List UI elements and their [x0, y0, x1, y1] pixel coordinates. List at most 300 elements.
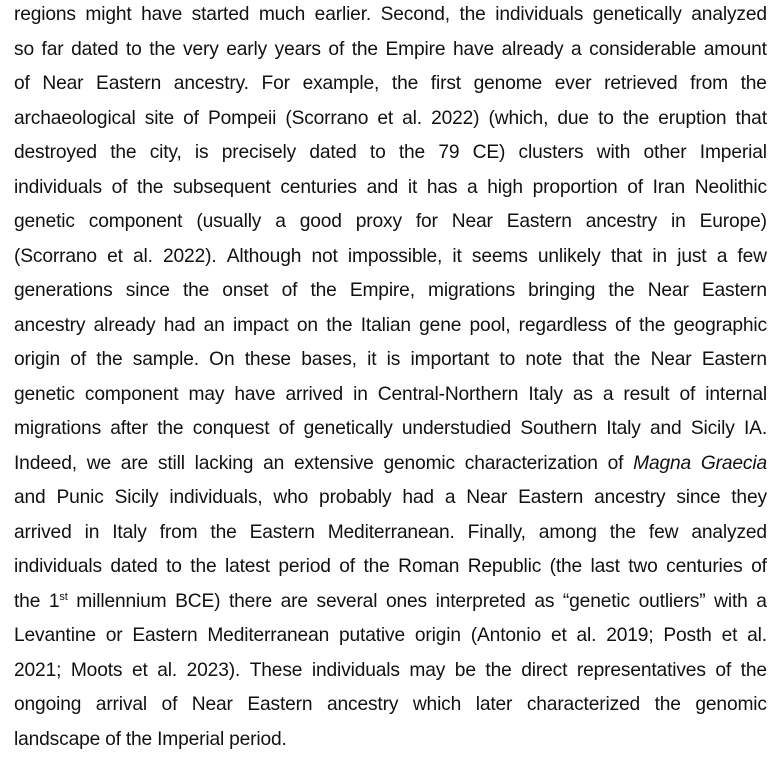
- word: seems: [471, 245, 528, 267]
- word: (Antonio: [470, 625, 542, 646]
- word: characterized: [526, 694, 641, 715]
- text-line: [14, 108, 767, 142]
- word: (Scorrano: [285, 107, 369, 129]
- word: et: [550, 625, 567, 646]
- word: so: [14, 38, 34, 60]
- word: later: [475, 694, 513, 715]
- word: of: [111, 176, 128, 198]
- word: extensive: [293, 452, 374, 474]
- word: regardless: [518, 314, 607, 336]
- word: from: [159, 521, 198, 543]
- word: it: [452, 245, 462, 267]
- word: archaeological: [14, 107, 136, 129]
- word: probably: [319, 487, 392, 508]
- word: Moots: [70, 659, 123, 681]
- text-line: [14, 246, 767, 280]
- word: the: [614, 349, 641, 370]
- word: period: [278, 556, 331, 577]
- word: the: [157, 418, 184, 439]
- word: Eastern: [518, 487, 584, 508]
- text-line: [14, 487, 767, 521]
- word: in: [652, 245, 668, 267]
- word: Posth: [663, 625, 712, 646]
- word: the: [137, 176, 164, 198]
- word: 2019;: [606, 625, 654, 646]
- text-line: [14, 694, 767, 728]
- word: ever: [554, 73, 592, 94]
- text-line: [14, 453, 767, 487]
- word: geographic: [673, 314, 767, 336]
- word: the: [326, 314, 353, 336]
- superscript: st: [59, 590, 68, 603]
- word: to: [598, 107, 614, 129]
- word: Sicily: [114, 487, 159, 508]
- word: as: [534, 590, 555, 612]
- word: of: [615, 314, 631, 336]
- word: of: [715, 659, 732, 681]
- word: not: [311, 245, 338, 267]
- word: have: [234, 383, 276, 405]
- text-line: [14, 349, 767, 383]
- word: in: [84, 521, 100, 543]
- word: individuals: [311, 659, 400, 681]
- word: clusters: [518, 142, 584, 163]
- word: Eastern: [506, 211, 572, 232]
- word: arrival: [95, 694, 147, 715]
- word: bases,: [301, 349, 357, 370]
- word: on: [296, 314, 318, 336]
- word: Near: [191, 694, 233, 715]
- word: unlikely: [537, 245, 601, 267]
- word: two: [628, 556, 658, 577]
- word: individuals: [14, 556, 102, 577]
- word: regions: [14, 4, 76, 25]
- word: early: [226, 38, 268, 60]
- text-line: [14, 418, 767, 452]
- word: started: [191, 4, 250, 25]
- word: analyzed: [691, 521, 767, 543]
- word: For: [261, 73, 290, 94]
- word: Imperial: [157, 728, 225, 750]
- word: the: [459, 4, 486, 25]
- word: 2023).: [186, 659, 241, 681]
- word: first: [430, 73, 461, 94]
- word: millennium: [76, 590, 167, 612]
- word: genetic: [14, 211, 75, 232]
- word: proxy: [355, 211, 402, 232]
- word: et: [377, 107, 394, 129]
- word: Republic: [467, 556, 542, 577]
- word: centuries: [666, 556, 743, 577]
- word: Indeed,: [14, 452, 77, 474]
- word: Eastern: [701, 349, 767, 370]
- word: analyzed: [691, 4, 767, 25]
- word: outliers”: [638, 590, 706, 612]
- word: of: [70, 349, 86, 370]
- word: due: [557, 107, 589, 129]
- text-line: [14, 591, 767, 625]
- word: bringing: [528, 280, 596, 301]
- word: far: [41, 38, 64, 60]
- word: who: [273, 487, 309, 508]
- word: few: [737, 245, 767, 267]
- word: very: [183, 38, 219, 60]
- word: Mediterranean.: [327, 521, 455, 543]
- word: among: [538, 521, 597, 543]
- word: Near: [466, 487, 508, 508]
- word: are: [120, 452, 149, 474]
- word: the: [190, 556, 217, 577]
- word: Europe): [699, 211, 767, 232]
- word: Empire: [385, 38, 446, 60]
- word: subsequent: [172, 176, 271, 198]
- word: 1st: [48, 590, 68, 612]
- word: may: [188, 383, 225, 405]
- word: the: [398, 142, 426, 163]
- word: conquest: [192, 418, 270, 439]
- word: a: [467, 176, 478, 198]
- word: have: [452, 38, 494, 60]
- word: example,: [302, 73, 380, 94]
- word: centuries: [280, 176, 357, 198]
- word: Pompeii: [207, 107, 277, 129]
- word: et: [107, 245, 123, 267]
- word: several: [316, 590, 378, 612]
- word: direct: [521, 659, 568, 681]
- word: just: [677, 245, 707, 267]
- word: Mediterranean: [207, 625, 330, 646]
- word: Second,: [380, 4, 450, 25]
- word: et: [721, 625, 738, 646]
- word: already: [501, 38, 564, 60]
- word: the: [182, 280, 210, 301]
- word: to: [369, 142, 386, 163]
- word: of: [278, 418, 295, 439]
- word: is: [386, 349, 401, 370]
- word: al.: [747, 625, 767, 646]
- word: since: [125, 280, 170, 301]
- word: Levantine: [14, 625, 96, 646]
- word: individuals: [14, 176, 102, 198]
- word: “genetic: [562, 590, 630, 612]
- word: the: [609, 521, 636, 543]
- word: of: [607, 452, 624, 474]
- word: the: [740, 659, 767, 681]
- word: (usually: [196, 211, 262, 232]
- word: interpreted: [435, 590, 526, 612]
- word: 2022): [431, 107, 480, 129]
- word: a: [756, 590, 767, 612]
- word: putative: [339, 625, 406, 646]
- word: al.: [157, 659, 178, 681]
- word: the: [654, 694, 681, 715]
- word: note: [525, 349, 563, 370]
- word: Finally,: [467, 521, 526, 543]
- word: 2021;: [14, 659, 62, 681]
- word: the: [149, 38, 176, 60]
- word: the: [125, 728, 153, 750]
- word: the: [363, 556, 390, 577]
- word: Although: [226, 245, 302, 267]
- word: lacking: [194, 452, 254, 474]
- word: in: [353, 383, 368, 405]
- word: Italy: [528, 383, 563, 405]
- word: Sicily: [690, 418, 735, 439]
- word: Punic: [56, 487, 104, 508]
- word: ancestry: [594, 487, 666, 508]
- word: Eastern: [132, 625, 198, 646]
- italic-word: Magna: [633, 452, 692, 474]
- word: a: [716, 245, 728, 267]
- word: Italy: [112, 521, 147, 543]
- word: of: [627, 176, 643, 198]
- word: generations: [14, 280, 113, 301]
- word: the: [485, 659, 512, 681]
- word: ancestry: [14, 314, 86, 336]
- word: Roman: [398, 556, 460, 577]
- word: to: [499, 349, 516, 370]
- word: of: [679, 383, 696, 405]
- word: be: [454, 659, 476, 681]
- word: dated: [71, 38, 119, 60]
- word: latest: [224, 556, 270, 577]
- word: result: [623, 383, 670, 405]
- word: a: [444, 487, 456, 508]
- word: sample.: [132, 349, 199, 370]
- word: from: [690, 73, 728, 94]
- text-line: [14, 384, 767, 418]
- word: ongoing: [14, 694, 82, 715]
- text-line: [14, 522, 767, 556]
- word: impact: [232, 314, 289, 336]
- word: we: [86, 452, 111, 474]
- word: had: [163, 314, 196, 336]
- word: the: [210, 521, 237, 543]
- word: is: [194, 142, 209, 163]
- word: These: [249, 659, 303, 681]
- word: had: [402, 487, 434, 508]
- word: gene: [419, 314, 462, 336]
- word: might: [85, 4, 132, 25]
- word: Eastern: [247, 694, 313, 715]
- word: Southern: [520, 418, 598, 439]
- text-line: [14, 556, 767, 590]
- word: the: [608, 280, 635, 301]
- word: al.: [576, 625, 597, 646]
- text-line: [14, 39, 767, 73]
- word: (which,: [488, 107, 549, 129]
- word: the: [110, 142, 137, 163]
- word: site: [144, 107, 175, 129]
- word: that: [610, 245, 643, 267]
- word: of: [339, 556, 355, 577]
- word: Italian: [360, 314, 411, 336]
- word: understudied: [401, 418, 512, 439]
- word: still: [157, 452, 185, 474]
- word: the: [96, 349, 123, 370]
- word: much: [258, 4, 306, 25]
- word: ancestry: [326, 694, 399, 715]
- word: that: [735, 107, 767, 129]
- word: high: [487, 176, 523, 198]
- text-line: [14, 142, 767, 176]
- word: Near: [650, 349, 692, 370]
- word: destroyed: [14, 142, 97, 163]
- word: genetic: [14, 383, 75, 405]
- word: onset: [222, 280, 269, 301]
- word: and: [650, 418, 682, 439]
- word: there: [228, 590, 272, 612]
- word: (the: [549, 556, 583, 577]
- word: representatives: [576, 659, 706, 681]
- word: considerable: [589, 38, 697, 60]
- word: genomic: [695, 694, 767, 715]
- word: with: [596, 142, 631, 163]
- word: characterization: [464, 452, 598, 474]
- text-line: [14, 73, 767, 107]
- word: years: [274, 38, 321, 60]
- text-line: [14, 211, 767, 245]
- word: other: [643, 142, 687, 163]
- text-line: [14, 625, 767, 659]
- word: to: [166, 556, 182, 577]
- word: period.: [229, 728, 287, 750]
- text-line: [14, 660, 767, 694]
- word: dated: [110, 556, 158, 577]
- word: Central-Northern: [377, 383, 519, 405]
- word: ancestry.: [173, 73, 249, 94]
- word: ones: [385, 590, 427, 612]
- word: retrieved: [604, 73, 678, 94]
- word: of: [105, 728, 121, 750]
- word: individuals,: [169, 487, 263, 508]
- word: migrations: [14, 418, 102, 439]
- word: Neolithic: [694, 176, 767, 198]
- word: has: [426, 176, 458, 198]
- word: Eastern: [701, 280, 767, 301]
- word: the: [310, 280, 337, 301]
- word: Near: [451, 211, 493, 232]
- word: a: [602, 383, 614, 405]
- word: the: [351, 38, 378, 60]
- word: 2022).: [163, 245, 217, 267]
- word: few: [648, 521, 679, 543]
- text-line: [14, 4, 767, 38]
- word: with: [714, 590, 748, 612]
- word: Eastern: [249, 521, 315, 543]
- word: genetically: [592, 4, 682, 25]
- word: earlier.: [314, 4, 372, 25]
- word: of: [183, 107, 199, 129]
- word: genomic: [383, 452, 455, 474]
- word: migrations: [428, 280, 516, 301]
- word: may: [409, 659, 446, 681]
- word: pool,: [469, 314, 511, 336]
- word: city,: [149, 142, 182, 163]
- word: Imperial: [699, 142, 767, 163]
- word: landscape: [14, 728, 101, 750]
- word: internal: [705, 383, 767, 405]
- word: of: [14, 73, 30, 94]
- word: as: [572, 383, 593, 405]
- word: an: [263, 452, 285, 474]
- word: 79: [438, 142, 460, 163]
- word: the: [639, 314, 666, 336]
- word: genetically: [303, 418, 393, 439]
- word: in: [671, 211, 686, 232]
- word: al.: [402, 107, 422, 129]
- word: arrived: [285, 383, 344, 405]
- word: BCE): [175, 590, 221, 612]
- word: Eastern: [96, 73, 162, 94]
- word: last: [590, 556, 620, 577]
- word: the: [391, 73, 419, 94]
- word: the: [740, 73, 767, 94]
- text-line: [14, 729, 767, 763]
- word: al.: [132, 245, 153, 267]
- text-line: [14, 315, 767, 349]
- word: or: [105, 625, 123, 646]
- word: it: [407, 176, 418, 198]
- word: Near: [647, 280, 689, 301]
- word: good: [299, 211, 342, 232]
- word: origin: [14, 349, 61, 370]
- word: Italy: [606, 418, 641, 439]
- word: origin: [414, 625, 461, 646]
- word: component: [84, 383, 179, 405]
- word: for: [415, 211, 438, 232]
- word: a: [571, 38, 582, 60]
- word: IA.: [743, 418, 767, 439]
- word: genome: [473, 73, 543, 94]
- word: Near: [42, 73, 84, 94]
- word: On: [209, 349, 235, 370]
- word: et: [131, 659, 148, 681]
- word: important: [410, 349, 490, 370]
- word: it: [367, 349, 377, 370]
- word: dated: [309, 142, 357, 163]
- word: and: [366, 176, 399, 198]
- word: an: [203, 314, 225, 336]
- word: arrived: [14, 521, 72, 543]
- word: after: [110, 418, 148, 439]
- italic-word: Graecia: [700, 452, 767, 474]
- word: are: [280, 590, 308, 612]
- word: CE): [472, 142, 506, 163]
- word: of: [328, 38, 345, 60]
- word: they: [731, 487, 767, 508]
- word: ancestry: [585, 211, 658, 232]
- word: that: [572, 349, 604, 370]
- word: of: [751, 556, 767, 577]
- word: have: [141, 4, 183, 25]
- word: amount: [703, 38, 767, 60]
- word: Iran: [652, 176, 686, 198]
- word: the: [14, 590, 41, 612]
- text-line: [14, 177, 767, 211]
- word: which: [412, 694, 462, 715]
- word: since: [676, 487, 721, 508]
- word: of: [161, 694, 178, 715]
- word: and: [14, 487, 46, 508]
- word: a: [275, 211, 286, 232]
- word: these: [244, 349, 291, 370]
- word: component: [88, 211, 183, 232]
- word: Empire,: [349, 280, 415, 301]
- word: to: [125, 38, 142, 60]
- text-line: [14, 280, 767, 314]
- word: (Scorrano: [14, 245, 97, 267]
